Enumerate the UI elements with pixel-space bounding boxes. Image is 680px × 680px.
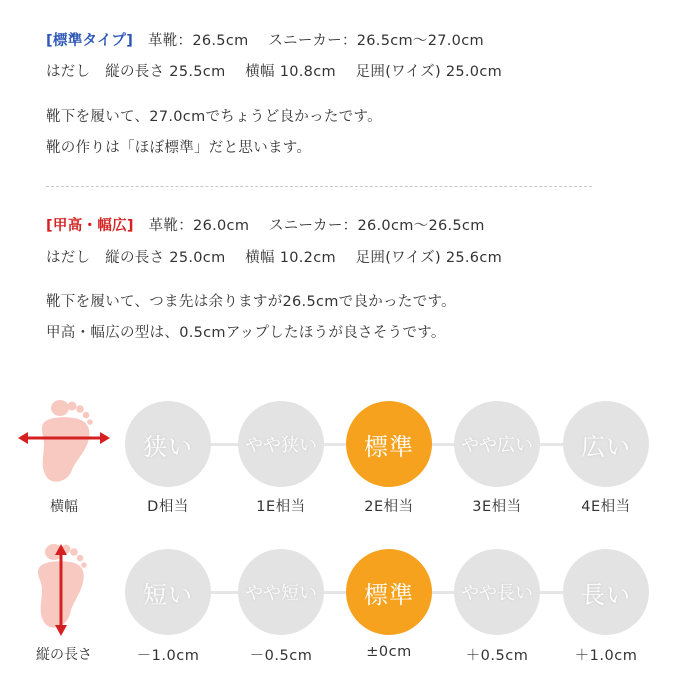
width-option-5: 広い — [563, 401, 649, 487]
foot-width-icon — [14, 398, 114, 492]
length-option-5: 長い — [563, 549, 649, 635]
width-chart — [0, 398, 680, 518]
standard-comment-2: 靴の作りは「ほぼ標準」だと思います。 — [46, 140, 312, 156]
length-option-sub-5: ＋1.0cm — [574, 648, 638, 664]
scale-connector — [538, 591, 565, 594]
width-option-sub-3: 2E相当 — [364, 499, 414, 515]
length-label: 縦の長さ — [36, 647, 92, 663]
standard-line1 — [46, 31, 484, 51]
scale-connector — [322, 591, 348, 594]
wide-sizes: 革靴：26.0cm スニーカー：26.0cm～26.5cm — [133, 218, 485, 234]
standard-tag: [標準タイプ] — [46, 33, 134, 49]
standard-comment-1: 靴下を履いて、27.0cmでちょうど良かったです。 — [46, 109, 382, 125]
standard-sizes: 革靴：26.5cm スニーカー：26.5cm～27.0cm — [133, 33, 484, 49]
length-option-3: 標準 — [346, 549, 432, 635]
length-chart — [0, 540, 680, 664]
width-option-sub-5: 4E相当 — [581, 499, 631, 515]
wide-line1 — [46, 216, 485, 236]
width-option-sub-1: D相当 — [147, 499, 189, 515]
length-option-sub-1: －1.0cm — [136, 648, 200, 664]
width-option-1: 狭い — [125, 401, 211, 487]
scale-connector — [209, 591, 240, 594]
length-option-sub-3: ±0cm — [366, 644, 412, 660]
width-option-sub-2: 1E相当 — [256, 499, 306, 515]
length-option-2: やや短い — [238, 549, 324, 635]
section-divider — [46, 186, 592, 187]
width-option-sub-4: 3E相当 — [472, 499, 522, 515]
standard-barefoot: はだし 縦の長さ 25.5cm 横幅 10.8cm 足囲(ワイズ) 25.0cm — [46, 64, 503, 80]
scale-connector — [430, 591, 456, 594]
scale-connector — [209, 443, 240, 446]
length-option-sub-4: ＋0.5cm — [465, 648, 529, 664]
foot-length-icon — [14, 540, 114, 644]
wide-tag: [甲高・幅広] — [46, 218, 134, 234]
length-option-1: 短い — [125, 549, 211, 635]
scale-connector — [538, 443, 565, 446]
width-option-4: やや広い — [454, 401, 540, 487]
length-option-4: やや長い — [454, 549, 540, 635]
wide-barefoot: はだし 縦の長さ 25.0cm 横幅 10.2cm 足囲(ワイズ) 25.6cm — [46, 250, 503, 266]
scale-connector — [430, 443, 456, 446]
width-label: 横幅 — [50, 499, 78, 515]
wide-comment-2: 甲高・幅広の型は、0.5cmアップしたほうが良さそうです。 — [46, 325, 446, 341]
scale-connector — [322, 443, 348, 446]
wide-comment-1: 靴下を履いて、つま先は余りますが26.5cmで良かったです。 — [46, 294, 456, 310]
length-option-sub-2: －0.5cm — [249, 648, 313, 664]
width-option-2: やや狭い — [238, 401, 324, 487]
width-option-3: 標準 — [346, 401, 432, 487]
